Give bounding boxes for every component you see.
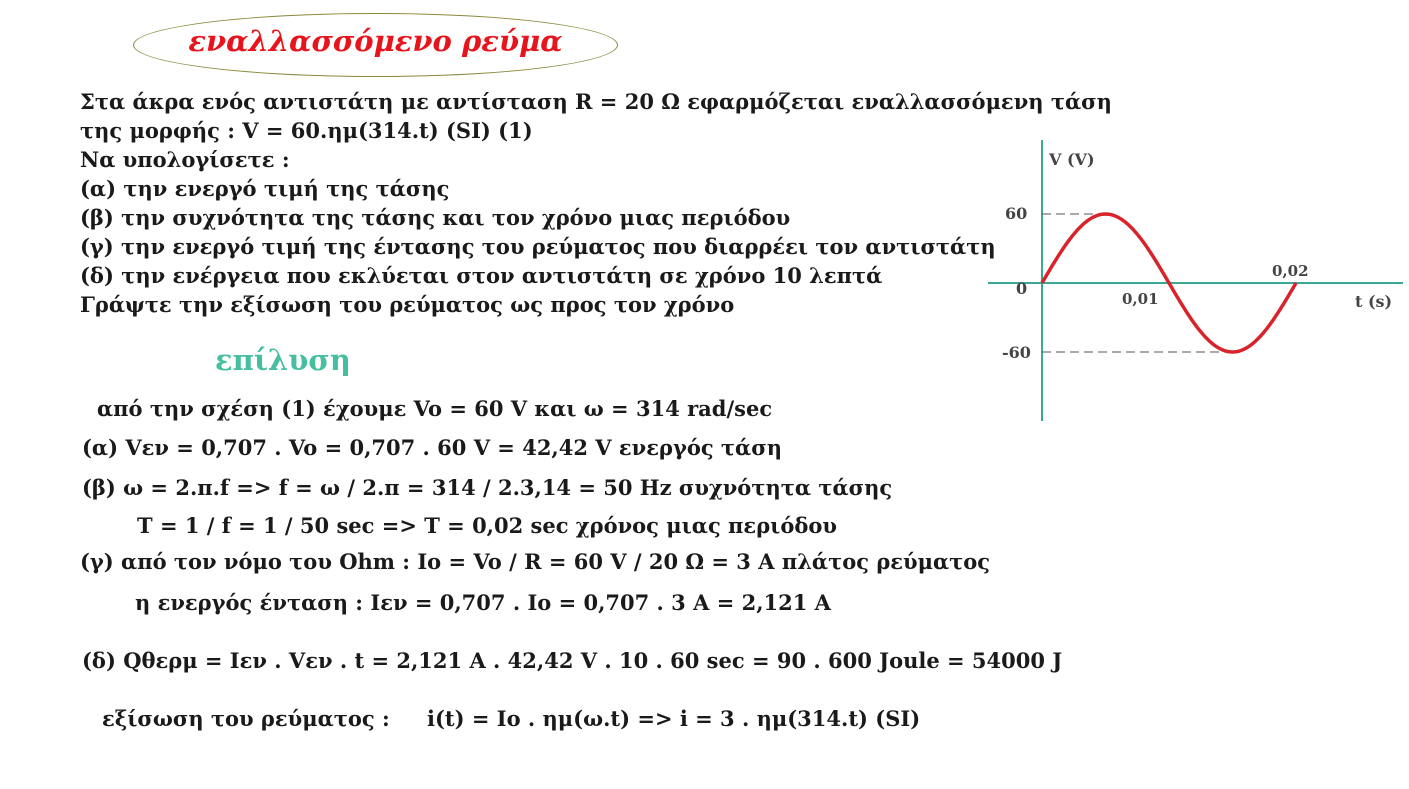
solution-c2: η ενεργός ένταση : Iεν = 0,707 . Io = 0,707 . 3 A = 2,121 A <box>135 590 831 615</box>
x-tick-001: 0,01 <box>1122 290 1159 308</box>
page-title: εναλλασσόμενο ρεύμα <box>188 24 563 58</box>
problem-line-3: Να υπολογίσετε : <box>80 147 290 172</box>
problem-line-2: της μορφής : V = 60.ημ(314.t) (SI) (1) <box>80 118 533 143</box>
problem-line-1: Στα άκρα ενός αντιστάτη με αντίσταση R = 20 Ω εφαρμόζεται εναλλασσόμενη τάση <box>80 89 1112 114</box>
solution-b2: T = 1 / f = 1 / 50 sec => T = 0,02 sec χρόνος μιας περιόδου <box>137 513 837 538</box>
question-b: (β) την συχνότητα της τάσης και τον χρόνο μιας περιόδου <box>80 205 791 230</box>
solution-d: (δ) Qθερμ = Iεν . Vεν . t = 2,121 A . 42,42 V . 10 . 60 sec = 90 . 600 Joule = 54000 J <box>82 648 1063 673</box>
y-tick-minus-60: -60 <box>1002 343 1031 362</box>
solution-b1: (β) ω = 2.π.f => f = ω / 2.π = 314 / 2.3,14 = 50 Hz συχνότητα τάσης <box>82 475 893 500</box>
x-tick-002: 0,02 <box>1272 262 1309 280</box>
x-axis-label: t (s) <box>1355 292 1393 311</box>
y-tick-60: 60 <box>1005 204 1028 223</box>
question-a: (α) την ενεργό τιμή της τάσης <box>80 176 450 201</box>
voltage-graph <box>985 130 1409 430</box>
current-equation: i(t) = Io . ημ(ω.t) => i = 3 . ημ(314.t) (SI) <box>427 706 921 731</box>
equation-label: εξίσωση του ρεύματος : <box>102 706 390 731</box>
solution-c1: (γ) από τον νόμο του Ohm : Io = Vo / R = 60 V / 20 Ω = 3 A πλάτος ρεύματος <box>80 549 991 574</box>
solution-heading: επίλυση <box>215 343 351 377</box>
y-tick-0: 0 <box>1016 279 1028 298</box>
question-d: (δ) την ενέργεια που εκλύεται στον αντιστάτη σε χρόνο 10 λεπτά <box>80 263 883 288</box>
solution-intro: από την σχέση (1) έχουμε Vo = 60 V και ω = 314 rad/sec <box>97 396 773 421</box>
question-e: Γράψτε την εξίσωση του ρεύματος ως προς τον χρόνο <box>80 292 735 317</box>
question-c: (γ) την ενεργό τιμή της έντασης του ρεύματος που διαρρέει τον αντιστάτη <box>80 234 996 259</box>
y-axis-label: V (V) <box>1049 150 1095 169</box>
solution-a: (α) Vεν = 0,707 . Vo = 0,707 . 60 V = 42,42 V ενεργός τάση <box>82 435 782 460</box>
